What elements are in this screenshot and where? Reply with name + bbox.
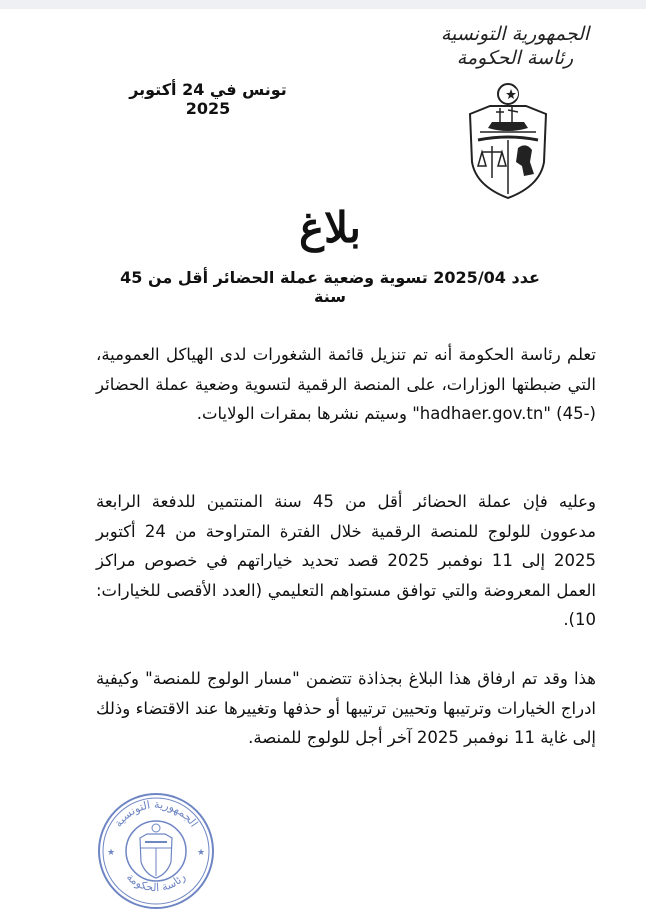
- paragraph-3: هذا وقد تم ارفاق هذا البلاغ بجذاذة تتضمن "مسار الولوج للمنصة" وكيفية ادراج الخيارات وترتيبها وتحيين ترتيبها أو حذفها وتغييرها عند الاقتضاء وذلك إلى غاية 11 نوفمبر 2025 آخر أجل للولوج للمنصة.: [96, 669, 596, 747]
- official-stamp-icon: [95, 790, 217, 912]
- letterhead-presidency: رئاسة الحكومة: [456, 47, 574, 69]
- top-strip: [0, 0, 646, 9]
- letterhead-republic: الجمهورية التونسية: [440, 23, 590, 45]
- document-subtitle: عدد 2025/04 تسوية وضعية عملة الحضائر أقل من 45 سنة: [120, 268, 540, 306]
- letterhead: [430, 22, 600, 70]
- svg-text:★: ★: [197, 848, 206, 858]
- paragraph-2: وعليه فإن عملة الحضائر أقل من 45 سنة المنتمين للدفعة الرابعة مدعوون للولوج للمنصة الرقمية خلال الفترة المتراوحة من 24 أكتوبر 2025 إلى 11 نوفمبر 2025 قصد تحديد خياراتهم في خصوص مراكز العمل المعروضة والتي توافق مستواهم التعليمي (العدد الأقصى للخيارات: 10).: [96, 492, 596, 629]
- stamp-text-top: الجمهورية التونسية: [111, 797, 201, 830]
- document-date: تونس في 24 أكتوبر 2025: [129, 80, 287, 118]
- svg-text:★: ★: [107, 848, 116, 858]
- document-title: بلاغ: [299, 203, 361, 252]
- paragraph-1: تعلم رئاسة الحكومة أنه تم تنزيل قائمة الشغورات لدى الهياكل العمومية، التي ضبطتها الوزارات، على المنصة الرقمية لتسوية وضعية عملة الحضائر (-45) "hadhaer.gov.tn" وسيتم نشرها بمقرات الولايات.: [96, 345, 596, 423]
- stamp-text-bottom: رئاسة الحكومة: [123, 870, 189, 895]
- coat-of-arms-icon: [460, 82, 556, 202]
